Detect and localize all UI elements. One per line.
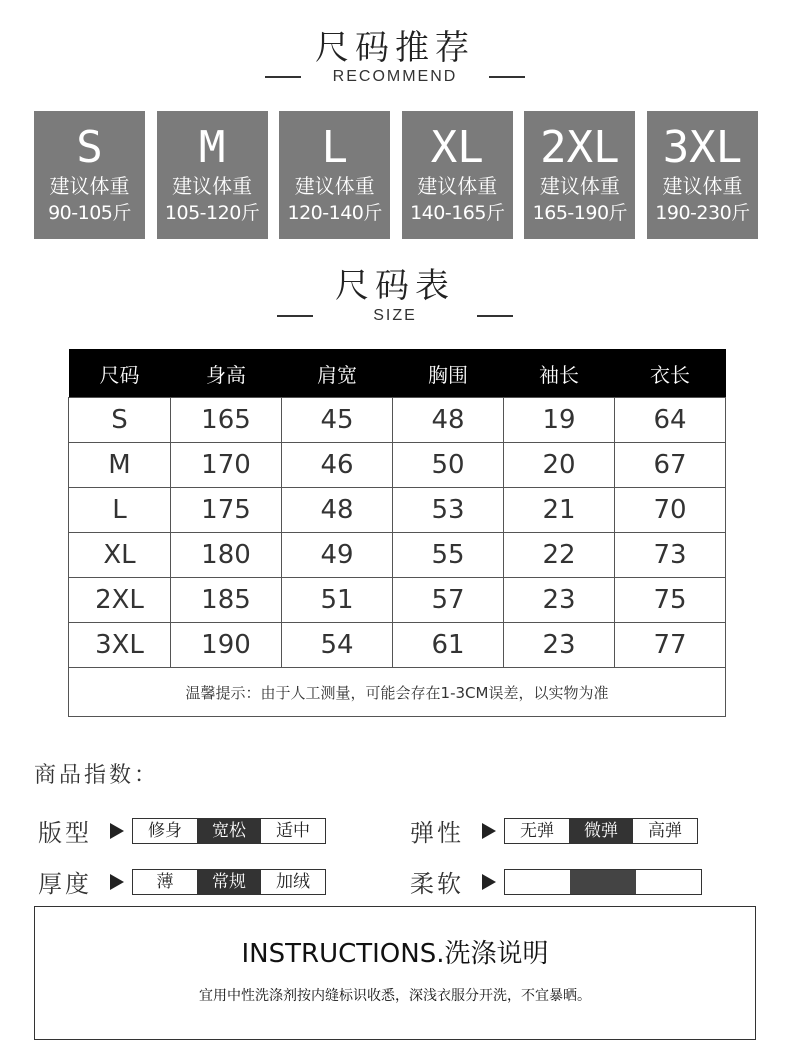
table-cell: 165 — [171, 398, 282, 443]
card-label: 建议体重 — [294, 174, 375, 198]
softness-label: 柔软 — [410, 870, 464, 898]
table-row — [69, 443, 726, 488]
instructions-title: INSTRUCTIONS.洗涤说明 — [241, 939, 549, 969]
elastic-option: 高弹 — [648, 820, 682, 841]
softness-segment-filled — [570, 870, 635, 894]
recommend-subtitle: RECOMMEND — [332, 68, 458, 85]
card-label: 建议体重 — [662, 174, 743, 198]
size-chart-subtitle-row — [0, 307, 790, 325]
fit-options — [132, 818, 326, 844]
table-cell: 175 — [171, 488, 282, 533]
table-cell: 23 — [504, 623, 615, 668]
thickness-option: 薄 — [156, 871, 174, 892]
table-cell: 45 — [282, 398, 393, 443]
table-cell: L — [69, 488, 171, 533]
divider-line — [477, 315, 513, 317]
header-cell: 尺码 — [69, 349, 171, 398]
table-note-row — [69, 668, 726, 717]
header-cell: 身高 — [171, 349, 282, 398]
card-size: 2XL — [540, 122, 620, 173]
measurement-note: 温馨提示：由于人工测量，可能会存在1-3CM误差，以实物为准 — [69, 668, 726, 717]
table-cell: 73 — [615, 533, 726, 578]
card-range: 90-105斤 — [48, 202, 131, 224]
table-cell: 190 — [171, 623, 282, 668]
triangle-right-icon — [110, 874, 124, 890]
table-cell: 23 — [504, 578, 615, 623]
table-cell: 67 — [615, 443, 726, 488]
table-cell: 77 — [615, 623, 726, 668]
elastic-options — [504, 818, 698, 844]
softness-indicator — [410, 864, 702, 899]
table-row — [69, 533, 726, 578]
divider-line — [265, 76, 301, 78]
table-cell: 46 — [282, 443, 393, 488]
table-cell: XL — [69, 533, 171, 578]
table-cell: 21 — [504, 488, 615, 533]
triangle-right-icon — [482, 823, 496, 839]
size-chart-subtitle: SIZE — [373, 307, 417, 324]
table-cell: 49 — [282, 533, 393, 578]
table-cell: 64 — [615, 398, 726, 443]
size-recommend-cards — [34, 111, 758, 239]
fit-indicator — [38, 813, 326, 848]
card-label: 建议体重 — [172, 174, 253, 198]
table-cell: 22 — [504, 533, 615, 578]
table-cell: 61 — [393, 623, 504, 668]
triangle-right-icon — [482, 874, 496, 890]
table-cell: 70 — [615, 488, 726, 533]
card-size: 3XL — [662, 122, 743, 173]
card-range: 105-120斤 — [164, 202, 260, 224]
size-table — [68, 349, 726, 717]
thickness-option: 加绒 — [276, 871, 310, 892]
triangle-right-icon — [110, 823, 124, 839]
table-cell: 75 — [615, 578, 726, 623]
fit-label: 版型 — [38, 819, 92, 847]
table-cell: 185 — [171, 578, 282, 623]
size-chart-title: 尺码表 — [335, 266, 455, 306]
table-row — [69, 623, 726, 668]
recommend-title: 尺码推荐 — [315, 28, 475, 68]
table-cell: 180 — [171, 533, 282, 578]
card-label: 建议体重 — [49, 174, 130, 198]
card-size: S — [76, 122, 103, 173]
table-cell: 55 — [393, 533, 504, 578]
table-row — [69, 398, 726, 443]
fit-option: 适中 — [276, 820, 310, 841]
size-card-3xl — [647, 111, 758, 239]
product-index-title: 商品指数： — [34, 763, 160, 788]
elastic-option: 无弹 — [520, 820, 554, 841]
softness-bar — [504, 869, 702, 895]
header-cell: 胸围 — [393, 349, 504, 398]
table-cell: 51 — [282, 578, 393, 623]
size-card-m — [157, 111, 268, 239]
softness-segment — [636, 870, 701, 894]
card-range: 120-140斤 — [287, 202, 382, 224]
thickness-indicator — [38, 864, 326, 899]
fit-option: 修身 — [148, 820, 182, 841]
washing-instructions-box — [34, 906, 756, 1040]
thickness-option-selected: 常规 — [197, 870, 261, 894]
table-cell: 170 — [171, 443, 282, 488]
card-size: M — [198, 122, 226, 173]
instructions-text: 宜用中性洗涤剂按内缝标识收悉，深浅衣服分开洗，不宜暴晒。 — [199, 988, 591, 1004]
divider-line — [489, 76, 525, 78]
table-cell: M — [69, 443, 171, 488]
size-card-l — [279, 111, 390, 239]
fit-option-selected: 宽松 — [197, 819, 261, 843]
table-cell: 2XL — [69, 578, 171, 623]
table-row — [69, 578, 726, 623]
elastic-indicator — [410, 813, 698, 848]
table-row — [69, 488, 726, 533]
card-size: L — [321, 122, 348, 173]
elastic-label: 弹性 — [410, 819, 464, 847]
size-card-xl — [402, 111, 513, 239]
thickness-label: 厚度 — [38, 870, 92, 898]
size-card-s — [34, 111, 145, 239]
table-cell: 48 — [393, 398, 504, 443]
header-cell: 衣长 — [615, 349, 726, 398]
card-label: 建议体重 — [417, 174, 498, 198]
table-cell: S — [69, 398, 171, 443]
softness-segment — [505, 870, 570, 894]
card-label: 建议体重 — [539, 174, 620, 198]
table-cell: 3XL — [69, 623, 171, 668]
divider-line — [277, 315, 313, 317]
card-size: XL — [430, 122, 484, 173]
card-range: 165-190斤 — [532, 202, 628, 224]
table-cell: 53 — [393, 488, 504, 533]
table-cell: 57 — [393, 578, 504, 623]
header-cell: 袖长 — [504, 349, 615, 398]
table-cell: 50 — [393, 443, 504, 488]
header-cell: 肩宽 — [282, 349, 393, 398]
table-cell: 20 — [504, 443, 615, 488]
table-cell: 54 — [282, 623, 393, 668]
recommend-subtitle-row — [0, 68, 790, 86]
table-header-row — [69, 349, 726, 398]
table-cell: 48 — [282, 488, 393, 533]
table-cell: 19 — [504, 398, 615, 443]
size-card-2xl — [524, 111, 635, 239]
card-range: 140-165斤 — [410, 202, 505, 224]
elastic-option-selected: 微弹 — [569, 819, 633, 843]
thickness-options — [132, 869, 326, 895]
card-range: 190-230斤 — [655, 202, 750, 224]
